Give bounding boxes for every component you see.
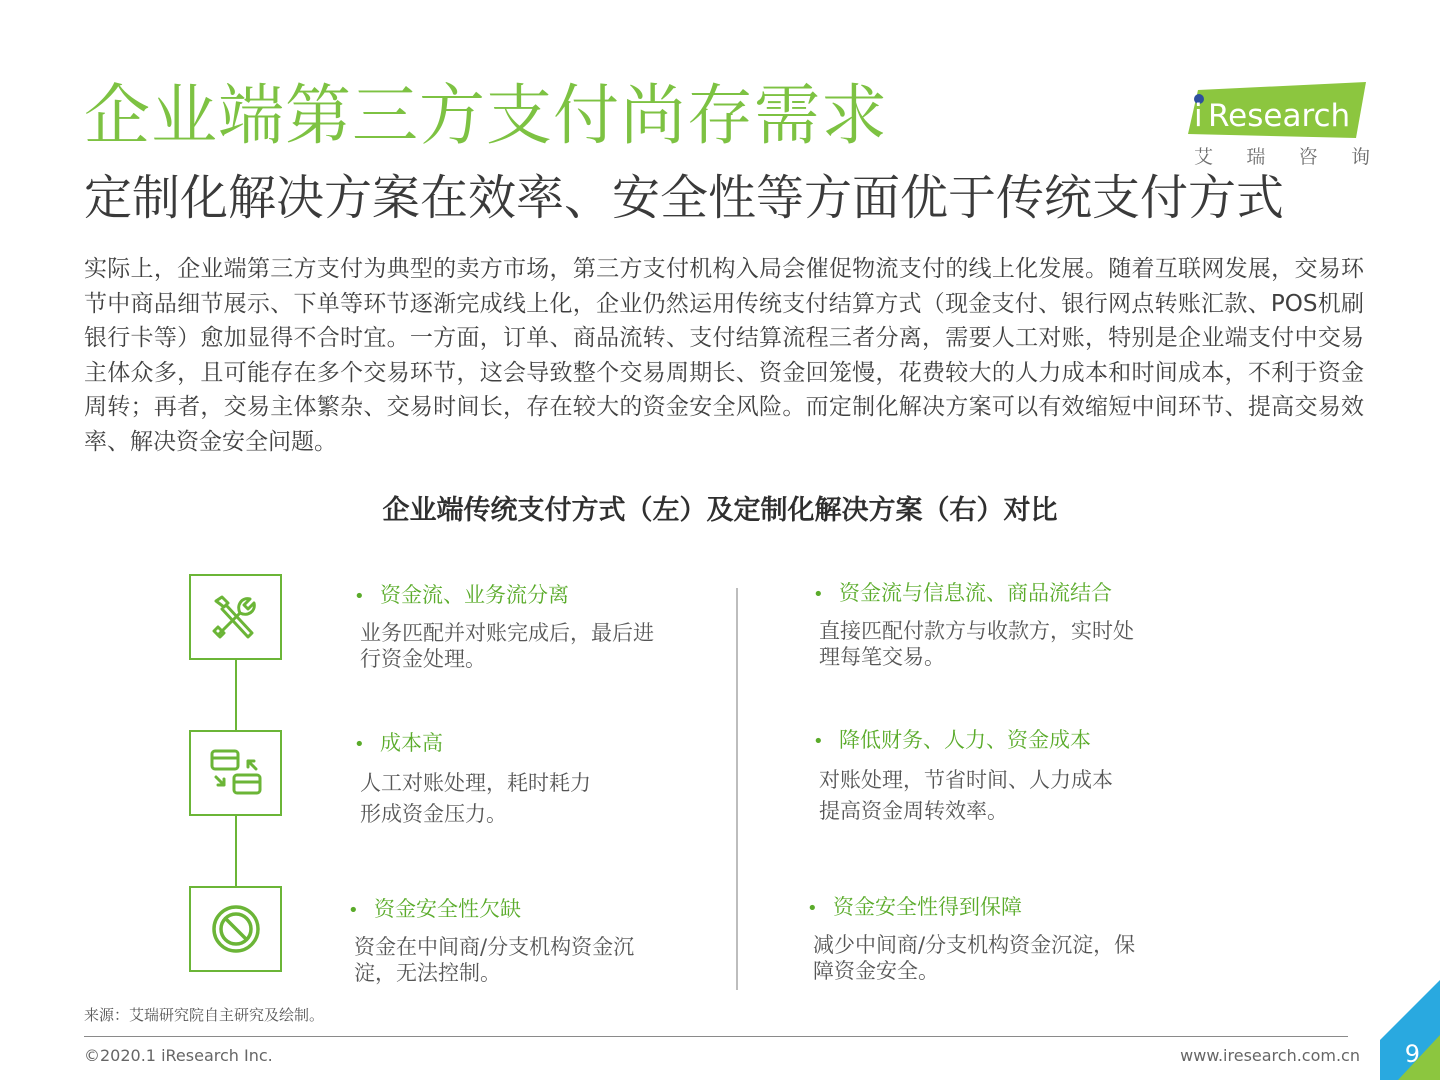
item-heading-text: 资金流、业务流分离 <box>380 583 569 607</box>
item-heading <box>354 730 694 758</box>
item-heading <box>354 582 694 610</box>
page-number: 9 <box>1404 1040 1420 1068</box>
icon-box-transfer <box>189 730 282 816</box>
icon-connector <box>235 814 237 888</box>
item-heading <box>813 727 1173 755</box>
bullet: • <box>813 731 824 752</box>
custom-solution-item <box>807 894 1177 984</box>
icon-connector <box>235 658 237 732</box>
figure-title: 企业端传统支付方式（左）及定制化解决方案（右）对比 <box>382 495 1058 526</box>
item-description-line: 直接匹配付款方与收款方，实时处 <box>819 619 1134 643</box>
item-heading <box>807 894 1177 922</box>
footer-divider <box>84 1036 1348 1037</box>
item-description <box>813 618 1173 670</box>
icon-box-prohibited <box>189 886 282 972</box>
item-description-line: 减少中间商/分支机构资金沉淀，保 <box>813 933 1136 957</box>
bullet: • <box>807 898 818 919</box>
logo-research: Research <box>1208 98 1351 134</box>
item-heading-text: 降低财务、人力、资金成本 <box>839 728 1091 752</box>
item-heading <box>813 580 1173 608</box>
logo-cn-char: 咨 <box>1298 146 1318 168</box>
item-heading-text: 资金流与信息流、商品流结合 <box>839 581 1112 605</box>
item-description-line: 理每笔交易。 <box>819 645 945 669</box>
iresearch-logo <box>1188 76 1374 166</box>
traditional-item <box>354 730 694 830</box>
item-description <box>354 620 694 672</box>
item-heading-text: 成本高 <box>380 731 443 755</box>
intro-paragraph: 实际上，企业端第三方支付为典型的卖方市场，第三方支付机构入局会催促物流支付的线上化发展。随着互联网发展，交易环节中商品细节展示、下单等环节逐渐完成线上化，企业仍然运用传统支付结算方式（现金支付、银行网点转账汇款、POS机刷银行卡等）愈加显得不合时宜。一方面，订单、商品流转、支付结算流程三者分离，需要人工对账，特别是企业端支付中交易主体众多，且可能存在多个交易环节，这会导致整个交易周期长、资金回笼慢，花费较大的人力成本和时间成本，不利于资金周转；再者，交易主体繁杂、交易时间长，存在较大的资金安全风险。而定制化解决方案可以有效缩短中间环节、提高交易效率、解决资金安全问题。 <box>84 256 1364 455</box>
transfer-icon <box>206 743 266 803</box>
custom-solution-item <box>813 580 1173 670</box>
logo-i: i <box>1194 98 1203 134</box>
item-description <box>807 932 1177 984</box>
item-description-line: 提高资金周转效率。 <box>819 799 1008 823</box>
item-description-line: 资金在中间商/分支机构资金沉 <box>354 935 635 959</box>
item-description-line: 人工对账处理，耗时耗力 <box>360 771 591 795</box>
comparison-divider <box>736 588 738 990</box>
item-description-line: 业务匹配并对账完成后，最后进 <box>360 621 654 645</box>
logo-cn-char: 询 <box>1350 146 1370 168</box>
item-description <box>813 765 1173 827</box>
item-description <box>354 768 694 830</box>
iresearch-logo-wordmark <box>1188 82 1366 140</box>
bullet: • <box>354 734 365 755</box>
tools-icon <box>206 587 266 647</box>
logo-cn-char: 瑞 <box>1246 146 1266 168</box>
bullet: • <box>354 586 365 607</box>
copyright: ©2020.1 iResearch Inc. <box>84 1046 273 1065</box>
logo-cn-text <box>1194 142 1370 169</box>
page-title: 企业端第三方支付尚存需求 <box>84 77 888 154</box>
item-description-line: 形成资金压力。 <box>360 802 507 826</box>
icon-box-tools <box>189 574 282 660</box>
source-note: 来源：艾瑞研究院自主研究及绘制。 <box>84 1006 325 1024</box>
traditional-item <box>348 896 688 986</box>
item-description-line: 障资金安全。 <box>813 959 939 983</box>
item-heading-text: 资金安全性得到保障 <box>833 895 1022 919</box>
bullet: • <box>348 900 359 921</box>
custom-solution-item <box>813 727 1173 827</box>
item-description <box>348 934 688 986</box>
logo-cn-char: 艾 <box>1194 146 1214 168</box>
item-heading <box>348 896 688 924</box>
item-heading-text: 资金安全性欠缺 <box>374 897 521 921</box>
item-description-line: 行资金处理。 <box>360 647 486 671</box>
prohibited-icon <box>206 899 266 959</box>
traditional-item <box>354 582 694 672</box>
bullet: • <box>813 584 824 605</box>
item-description-line: 对账处理，节省时间、人力成本 <box>819 768 1113 792</box>
page-subtitle: 定制化解决方案在效率、安全性等方面优于传统支付方式 <box>84 170 1285 226</box>
website-url: www.iresearch.com.cn <box>1180 1046 1360 1065</box>
item-description-line: 淀，无法控制。 <box>354 961 501 985</box>
